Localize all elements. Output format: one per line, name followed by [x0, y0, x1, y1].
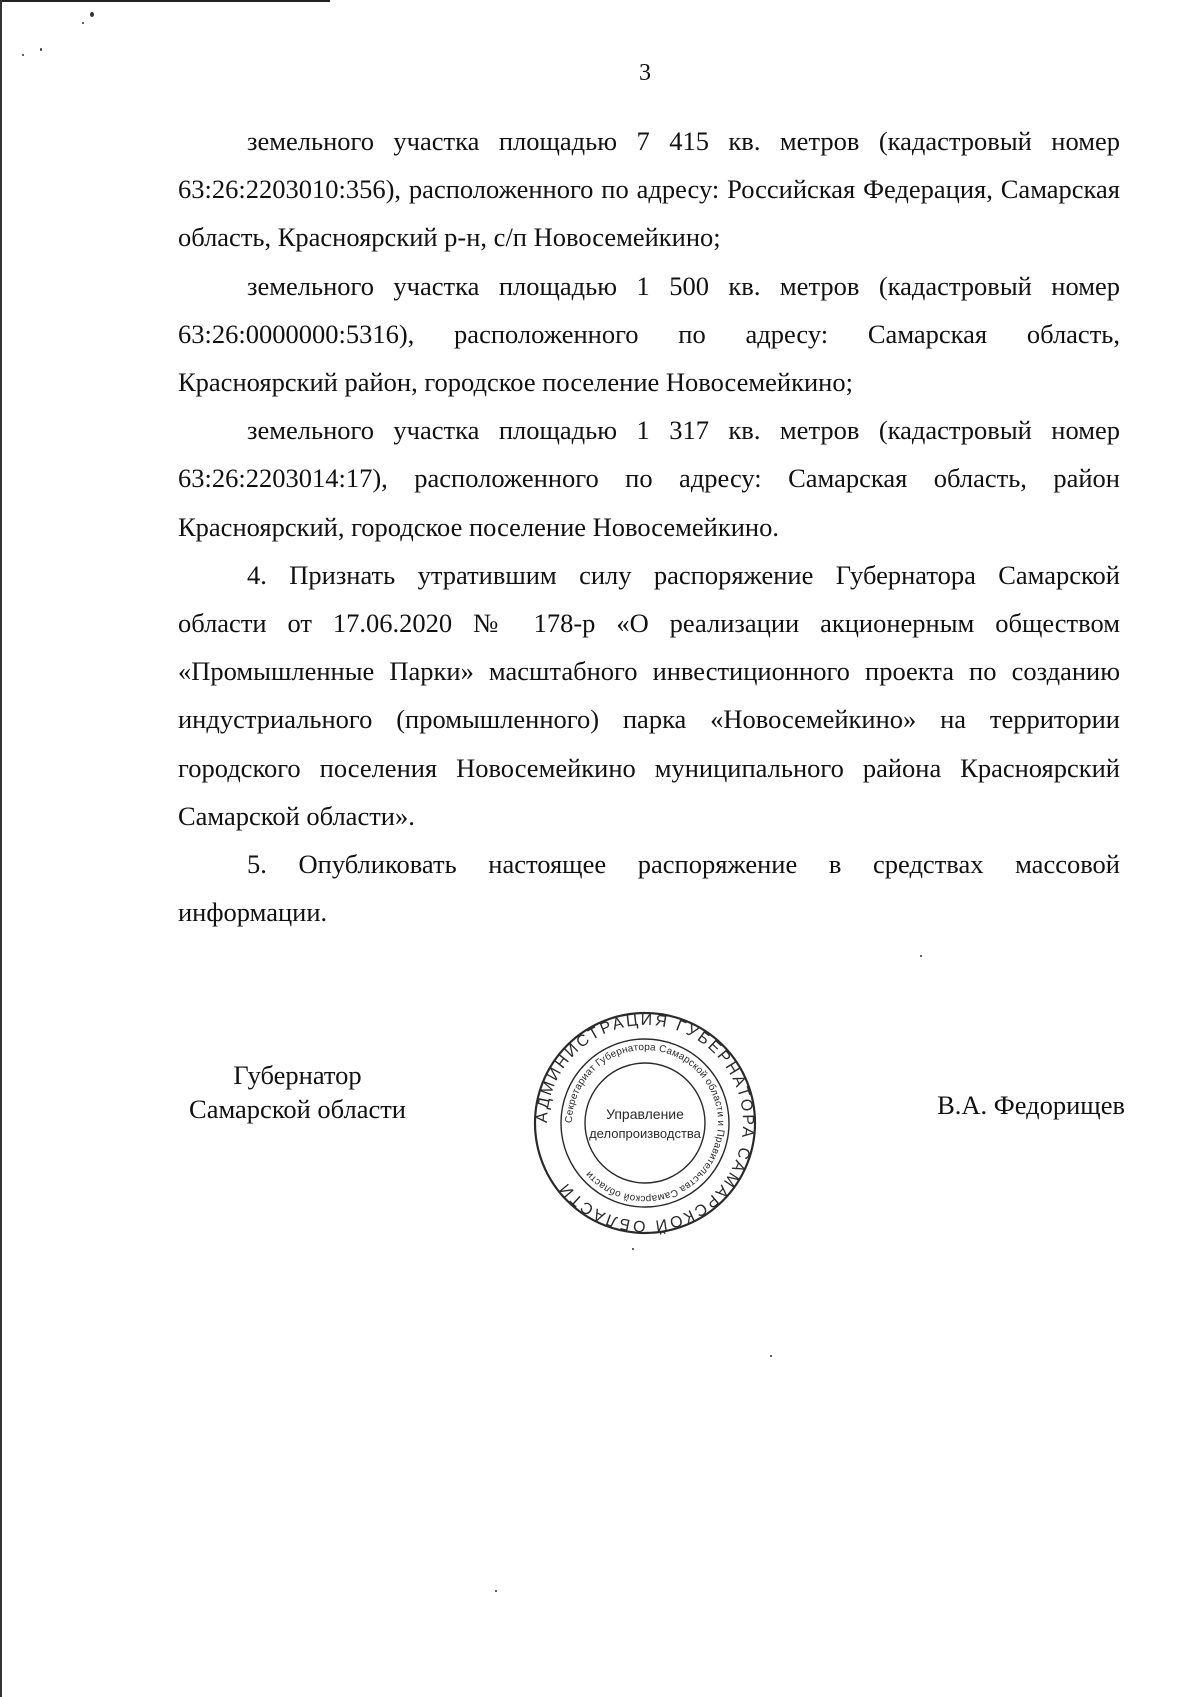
scan-edge-left — [0, 0, 2, 1697]
document-body — [178, 117, 1120, 936]
stamp-outer-text: АДМИНИСТРАЦИЯ ГУБЕРНАТОРА САМАРСКОЙ ОБЛАСТИ — [533, 1011, 757, 1235]
scan-speck — [920, 955, 922, 957]
scan-speck — [40, 48, 42, 51]
scan-speck — [90, 12, 94, 17]
scan-speck — [22, 54, 24, 56]
stamp-seal-icon — [530, 1008, 760, 1238]
paragraph-item-4: 4. Признать утратившим силу распоряжение Губернатора Самарской области от 17.06.2020 № 178-р «О реализации акционерным обществом «Промышленные Парки» масштабного инвестиционного проекта по созданию индустриального (промышленного) парка «Новосемейкино» на территории городского поселения Новосемейкино муниципального района Красноярский Самарской области». — [178, 559, 1120, 831]
scan-speck — [495, 1590, 497, 1592]
stamp-center-line1: Управление — [606, 1106, 684, 1122]
paragraph-land-plot-2: земельного участка площадью 1 500 кв. метров (кадастровый номер 63:26:0000000:5316), расположенного по адресу: Самарская область, Красноярский район, городское поселение Новосемейкино; — [178, 270, 1120, 398]
scan-speck — [82, 22, 84, 24]
official-stamp — [530, 1008, 760, 1238]
signatory-title-line1: Губернатор — [233, 1060, 362, 1090]
scan-speck — [632, 1248, 634, 1250]
stamp-inner-text: Секретариат Губернатора Самарской области и Правительства Самарской области — [563, 1041, 727, 1205]
paragraph-land-plot-1: земельного участка площадью 7 415 кв. метров (кадастровый номер 63:26:2203010:356), расположенного по адресу: Российская Федерация, Самарская область, Красноярский р-н, с/п Новосемейкино; — [178, 126, 1120, 253]
scan-edge-top — [0, 0, 330, 2]
signatory-name: В.А. Федорищев — [937, 1090, 1125, 1120]
signatory-title-line2: Самарской области — [189, 1094, 406, 1124]
stamp-center-line2: делопроизводства — [589, 1126, 701, 1141]
scan-speck — [770, 1355, 772, 1357]
paragraph-land-plot-3: земельного участка площадью 1 317 кв. метров (кадастровый номер 63:26:2203014:17), расположенного по адресу: Самарская область, район Красноярский, городское поселение Новосемейкино. — [178, 415, 1120, 542]
signatory-title — [170, 1058, 425, 1126]
svg-text:Секретариат Губернатора Самарс — [564, 1042, 726, 1204]
page-number: 3 — [639, 60, 651, 86]
paragraph-item-5: 5. Опубликовать настоящее распоряжение в средствах массовой информации. — [178, 849, 1120, 928]
